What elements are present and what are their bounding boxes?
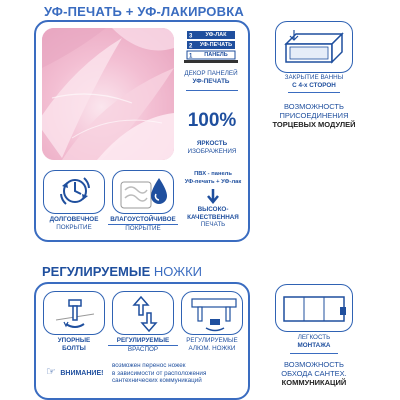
brightness-line2: ИЗОБРАЖЕНИЯ [187,147,237,155]
brightness-line1: ЯРКОСТЬ [196,140,228,147]
attention-note [112,362,206,385]
bath-panel-icon [280,26,350,70]
decor-image [42,28,174,160]
decor-panels-icon [183,29,239,67]
arrow-down-icon [205,188,221,204]
bolts-line1: УПОРНЫЕ [57,337,91,344]
title-bold: РЕГУЛИРУЕМЫЕ [42,264,151,279]
closing-caption [275,74,353,89]
mounting-line1: ВОЗМОЖНОСТЬ [284,102,344,111]
bypass-caption [262,360,366,387]
mounting-caption [262,102,366,129]
easy-caption [275,334,353,349]
moisture-caption [108,216,178,232]
easy-underline [290,353,338,354]
closing-line1: ЗАКРЫТИЕ ВАННЫ [284,74,344,81]
closing-underline [288,92,340,93]
bypass-line2: ОБХОДА САНТЕХ. [281,369,347,378]
moisture-line1: ВЛАГОУСТОЙЧИВОЕ [108,216,178,225]
quality-line3: ПЕЧАТЬ [200,221,226,228]
moisture-tile [112,170,174,214]
attention-label [46,362,103,380]
title-normal: НОЖКИ [150,264,203,279]
svg-text:2: 2 [189,43,193,50]
decor-caption [178,70,244,85]
attention-line1: возможен перенос ножек [112,362,186,369]
easy-tile [275,284,353,332]
quality-line1: ВЫСОКО- [197,206,229,213]
durable-line2: ПОКРЫТИЕ [56,223,92,231]
attention-line3: сантехнических коммуникаций [112,377,202,384]
decor-caption-line1: ДЕКОР ПАНЕЛЕЙ [184,70,238,77]
brightness-caption [180,140,244,155]
quality-top1: ПВХ - панель [194,171,232,177]
quality-line2: КАЧЕСТВЕННАЯ [187,213,239,221]
closing-line2: С 4-х СТОРОН [292,81,336,89]
recycle-clock-icon [58,174,92,208]
bolts-tile [43,291,105,335]
mounting-line3: ТОРЦЕВЫХ МОДУЛЕЙ [272,120,356,129]
bypass-line3: КОММУНИКАЦИЙ [281,378,347,387]
divider [186,90,238,91]
decor-row-3: ПАНЕЛЬ [204,52,228,58]
section-title-uv-print: УФ-ПЕЧАТЬ + УФ-ЛАКИРОВКА [44,4,244,19]
alum-caption [178,337,246,352]
easy-line2: МОНТАЖА [297,341,331,349]
spacer-line1: РЕГУЛИРУЕМЫЕ [108,337,178,346]
decor-caption-line2: УФ-ПЕЧАТЬ [192,77,230,85]
closing-tile [275,21,353,73]
spacer-line2: ВРАСПОР [127,345,159,353]
durable-caption [40,216,108,231]
quality-label [180,170,246,186]
spacer-tile [112,291,174,335]
water-drop-icon [117,174,171,212]
attention-line2: в зависимости от расположения [112,369,207,377]
leg-icon [186,295,242,333]
expand-arrows-icon [132,295,158,333]
bolt-icon [54,296,96,332]
alum-tile [181,291,243,335]
hand-icon: ☞ [46,366,56,378]
durable-line1: ДОЛГОВЕЧНОЕ [49,216,99,223]
bypass-line1: ВОЗМОЖНОСТЬ [284,360,344,369]
quality-caption [180,206,246,229]
alum-line2: АЛЮМ. НОЖКИ [188,344,236,352]
attention-text: ВНИМАНИЕ! [60,370,104,377]
svg-text:3: 3 [189,33,193,40]
easy-line1: ЛЕГКОСТЬ [297,334,331,341]
decor-row-1: УФ-ЛАК [205,32,227,38]
quality-top2: УФ-печать + УФ-лак [184,179,242,185]
bolts-caption [43,337,105,352]
durable-tile [43,170,105,214]
mounting-line2: ПРИСОЕДИНЕНИЯ [279,111,349,120]
spacer-caption [108,337,178,353]
decor-row-2: УФ-ПЕЧАТЬ [199,42,233,48]
brightness-value: 100% [187,110,237,131]
panel-install-icon [282,293,348,325]
bolts-line2: БОЛТЫ [62,344,86,352]
alum-line1: РЕГУЛИРУЕМЫЕ [186,337,238,344]
section-title-adjustable-legs [42,264,202,279]
moisture-line2: ПОКРЫТИЕ [125,224,161,232]
svg-text:1: 1 [189,53,193,60]
